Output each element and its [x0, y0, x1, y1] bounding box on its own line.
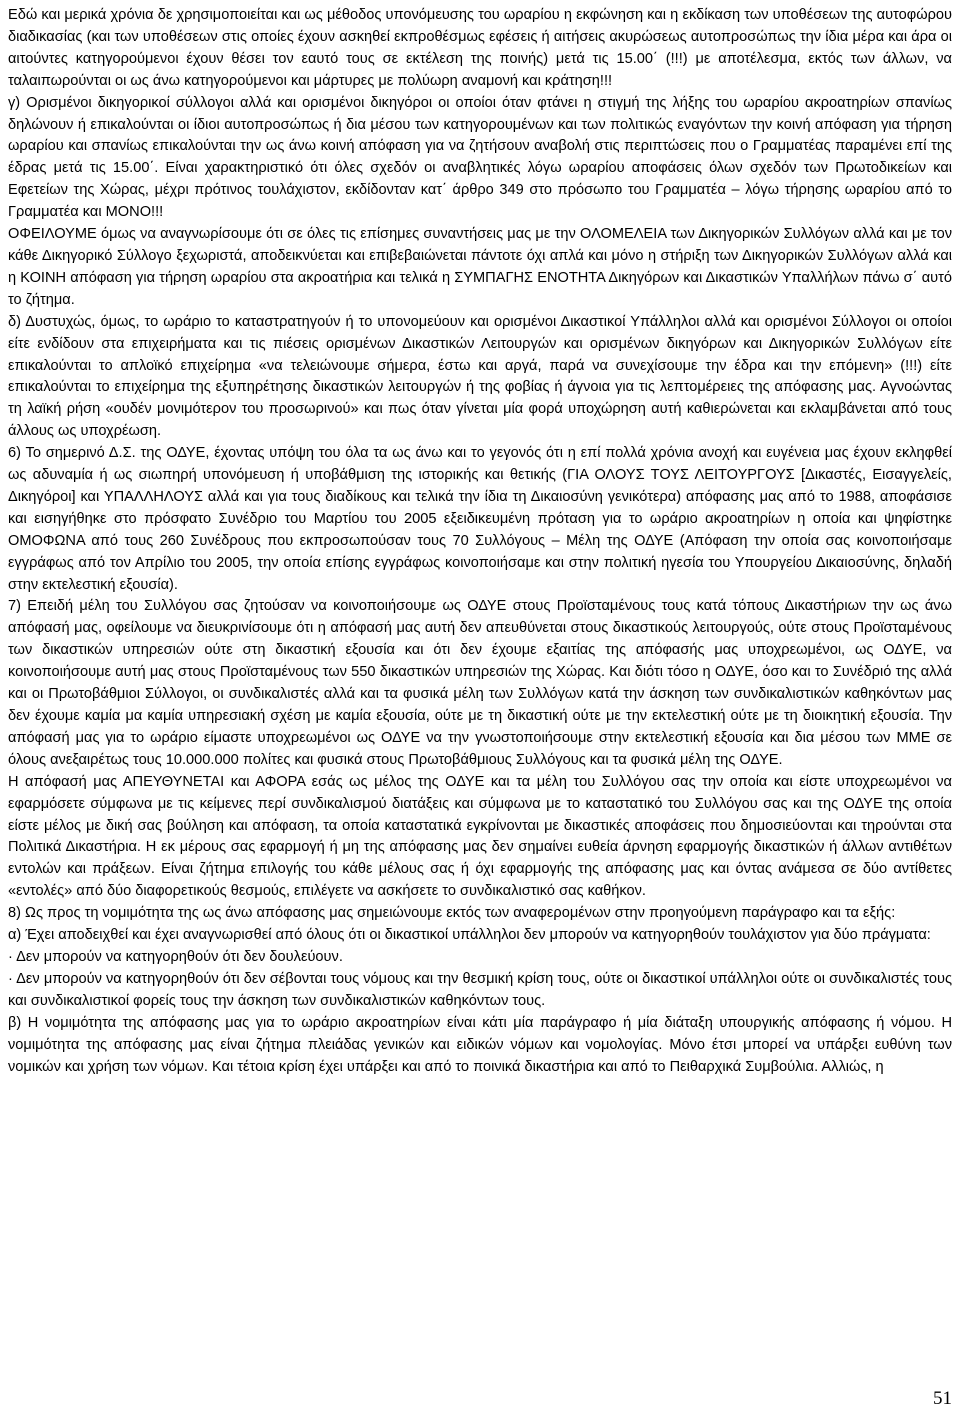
bullet-item-2: · Δεν μπορούν να κατηγορηθούν ότι δεν σέβονται τους νόμους και την θεσμική κρίση τους, ούτε οι δικαστικοί υπάλληλοι ούτε οι συνδικαλιστές τους και συνδικαλιστικοί φορείς τους την άσκηση των συνδικαλιστικών καθηκόντων τους. — [8, 970, 952, 1009]
paragraph-5: 6) Το σημερινό Δ.Σ. της ΟΔΥΕ, έχοντας υπόψη του όλα τα ως άνω και το γεγονός ότι η επί πολλά χρόνια ανοχή και ευγένεια μας έχουν εκληφθεί ως αδυναμία ή ως σιωπηρή υπονόμευση ή υποβάθμιση της ιστορικής και θετικής (ΓΙΑ ΟΛΟΥΣ ΤΟΥΣ ΛΕΙΤΟΥΡΓΟΥΣ [Δικαστές, Εισαγγελείς, Δικηγόροι] και ΥΠΑΛΛΗΛΟΥΣ αλλά και για τους διαδίκους και τελικά την ίδια τη Δικαιοσύνη γενικότερα) απόφασης μας από το 1988, αποφάσισε και εισηγήθηκε στο πρόσφατο Συνέδριο του Μαρτίου του 2005 εξειδικευμένη πρόταση για το ωράριο ακροατηρίων η οποία και ψηφίστηκε ΟΜΟΦΩΝΑ από τους 260 Συνέδρους που εκπροσωπούσαν τους 70 Συλλόγους – Μέλη της ΟΔΥΕ (Απόφαση την οποία σας κοινοποιήσαμε εγγράφως από τον Απρίλιο του 2005, την οποία επίσης εγγράφως κοινοποιήσαμε και στην πολιτική ηγεσία του Υπουργείου Δικαιοσύνης, δηλαδή στην εκτελεστική εξουσία). — [8, 445, 952, 593]
page-number: 51 — [933, 1388, 952, 1409]
paragraph-4: δ) Δυστυχώς, όμως, το ωράριο το καταστρατηγούν ή το υπονομεύουν και ορισμένοι Δικαστικοί Υπάλληλοι αλλά και ορισμένοι Σύλλογοι οι οποίοι είτε ενδίδουν στα επιχειρήματα και τις πιέσεις ορισμένων Δικαστικών Λειτουργών και ορισμένων δικηγόρων και Δικηγορικών Συλλόγων είτε επικαλούνται το απλοϊκό επιχείρημα «να τελειώνουμε σήμερα, έστω και αργά, παρά να συνεχίσουμε την έδρα και την επόμενη» (!!!) είτε επικαλούνται το επιχείρημα της εξυπηρέτησης δικαστικών λειτουργών ή της φοβίας ή άγνοια για τις λεπτομέρειες της απόφασης μας. Αγνοώντας τη λαϊκή ρήση «ουδέν μονιμότερον του προσωρινού» και πως όταν γίνεται μία φορά υποχώρηση αυτή καθιερώνεται και εκλαμβάνεται από τους άλλους ως υποχρέωση. — [8, 313, 952, 440]
bullet-item-1: · Δεν μπορούν να κατηγορηθούν ότι δεν δουλεύουν. — [8, 948, 343, 965]
paragraph-3: ΟΦΕΙΛΟΥΜΕ όμως να αναγνωρίσουμε ότι σε όλες τις επίσημες συναντήσεις μας με την ΟΛΟΜΕΛΕΙΑ των Δικηγορικών Συλλόγων αλλά και με τον κάθε Δικηγορικό Σύλλογο ξεχωριστά, αποδεικνύεται και επιβεβαιώνεται πάντοτε όχι απλά και μόνο η στήριξη των Δικηγορικών Συλλόγων αλλά και η ΚΟΙΝΗ απόφαση για τήρηση ωραρίου στα ακροατήρια και τελικά η ΣΥΜΠΑΓΗΣ ΕΝΟΤΗΤΑ Δικηγόρων και Δικαστικών Υπαλλήλων πάνω σ΄ αυτό το ζήτημα. — [8, 226, 952, 308]
paragraph-10: β) Η νομιμότητα της απόφασης μας για το ωράριο ακροατηρίων είναι κάτι μία παράγραφο ή μία διάταξη υπουργικής απόφασης ή νόμου. Η νομιμότητα της απόφασης μας είναι ζήτημα πλειάδας γενικών και ειδικών νόμων και νομολογίας. Μόνο έτσι μπορεί να υπάρξει ευθύνη των νομικών και χρήση των νόμων. Και τέτοια κρίση έχει υπάρξει και από το ποινικά δικαστήρια και από το Πειθαρχικά Συμβούλια. Αλλιώς, η — [8, 1014, 952, 1075]
paragraph-8: 8) Ως προς τη νομιμότητα της ως άνω απόφασης μας σημειώνουμε εκτός των αναφερομένων στην προηγούμενη παράγραφο και τα εξής: — [8, 905, 896, 922]
paragraph-2: γ) Ορισμένοι δικηγορικοί σύλλογοι αλλά και ορισμένοι δικηγόροι οι οποίοι όταν φτάνει η στιγμή της λήξης του ωραρίου ακροατηρίων σπανίως δηλώνουν ή επικαλούνται οι ίδιοι αυτοπροσώπως ή δια μέσου των κατηγορουμένων και των πολιτικώς εναγόντων την κοινή απόφαση για τήρηση ωραρίου και σπανίως επικαλούνται την ως άνω κοινή απόφαση για να ζητήσουν αναβολή στις περιπτώσεις που ο Γραμματέας παραμένει επί της έδρας μετά τις 15.00΄. Είναι χαρακτηριστικό ότι όλες σχεδόν οι αναβλητικές λόγω ωραρίου αποφάσεις όλων σχεδόν των Πρωτοδικείων και Εφετείων της Χώρας, μέχρι πρότινος τουλάχιστον, εκδίδονταν κατ΄ άρθρο 349 στο πρόσωπο του Γραμματέα – λόγω τήρησης ωραρίου από το Γραμματέα και ΜΟΝΟ!!! — [8, 94, 952, 221]
document-body — [8, 5, 952, 1078]
paragraph-9: α) Έχει αποδειχθεί και έχει αναγνωρισθεί από όλους ότι οι δικαστικοί υπάλληλοι δεν μπορούν να κατηγορηθούν τουλάχιστον για δύο πράγματα: — [8, 927, 931, 944]
paragraph-6: 7) Επειδή μέλη του Συλλόγου σας ζητούσαν να κοινοποιήσουμε ως ΟΔΥΕ στους Προϊσταμένους τους κατά τόπους Δικαστήριων την ως άνω απόφασή μας, οφείλουμε να διευκρινίσουμε ότι η απόφασή μας αυτή δεν απευθύνεται στους δικαστικούς λειτουργούς, ούτε στους Προϊσταμένους των δικαστικών υπηρεσιών ούτε στη δικαστική εξουσία και ότι δεν έχουμε εξαιτίας της απόφασής μας υποχρεωμένοι, ως ΟΔΥΕ, να κοινοποιήσουμε αυτή μας στους Προϊσταμένους των 550 δικαστικών υπηρεσιών της Χώρας. Και διότι τόσο η ΟΔΥΕ, όσο και το Συνέδριό της αλλά και οι Πρωτοβάθμιοι Σύλλογοι, οι συνδικαλιστές αλλά και τα φυσικά μέλη των Συλλόγων κατά την άσκηση των συνδικαλιστικών καθηκόντων μας δεν έχουμε καμία μα καμία υπηρεσιακή σχέση με καμία εξουσία, ούτε με τη δικαστική ούτε με την εκτελεστική ούτε με τη διοικητική εξουσία. Την απόφασή μας για το ωράριο είμαστε υποχρεωμένοι ως ΟΔΥΕ να την γνωστοποιήσουμε στην εκτελεστική εξουσία και δια μέσου των ΜΜΕ σε όλους ανεξαιρέτως τους 10.000.000 πολίτες και φυσικά στους Πρωτοβάθμιους Συλλόγους και τα φυσικά μέλη της ΟΔΥΕ. — [8, 598, 952, 768]
paragraph-1: Εδώ και μερικά χρόνια δε χρησιμοποιείται και ως μέθοδος υπονόμευσης του ωραρίου η εκφώνηση και η εκδίκαση των υποθέσεων της αυτοφώρου διαδικασίας (και των υποθέσεων στις οποίες έχουν ασκηθεί εκπροθέσμως εφέσεις ή αιτήσεις ακυρώσεως αυτοπροσώπως την ίδια μέρα και άρα οι αιτούντες κατηγορούμενοι έχουν θέσει τον εαυτό τους σε εκτέλεση της ποινής) μετά τις 15.00΄ (!!!) με αποτέλεσμα, εκτός των άλλων, να ταλαιπωρούνται οι ως άνω κατηγορούμενοι και μάρτυρες με πολύωρη αναμονή και κράτηση!!! — [8, 7, 952, 89]
paragraph-7: Η απόφασή μας ΑΠΕΥΘΥΝΕΤΑΙ και ΑΦΟΡΑ εσάς ως μέλος της ΟΔΥΕ και τα μέλη του Συλλόγου σας την οποία και είστε υποχρεωμένοι να εφαρμόσετε σύμφωνα με τις κείμενες περί συνδικαλισμού διατάξεις και σύμφωνα με το καταστατικό του Συλλόγου σας και της ΟΔΥΕ της οποία είστε μέλος με δική σας βούληση και απόφαση, τα οποία καταστατικά εγκρίνονται με δικαστικές αποφάσεις που δημοσιεύονται και τηρούνται στα Πολιτικά Δικαστήρια. Η εκ μέρους σας εφαρμογή ή μη της απόφασης μας δεν σημαίνει ευθεία άρνηση εφαρμογής δικαστικών ή άλλων αντιθέτων εντολών και πράξεων. Είναι ζήτημα επιλογής του κάθε μέλους σας ή όχι εφαρμογής της απόφασης μας και όντας ανάμεσα σε δύο αντίθετες «εντολές» από δύο διαφορετικούς θεσμούς, επιλέγετε να ασκήσετε το συνδικαλιστικό σας καθήκον. — [8, 773, 952, 900]
